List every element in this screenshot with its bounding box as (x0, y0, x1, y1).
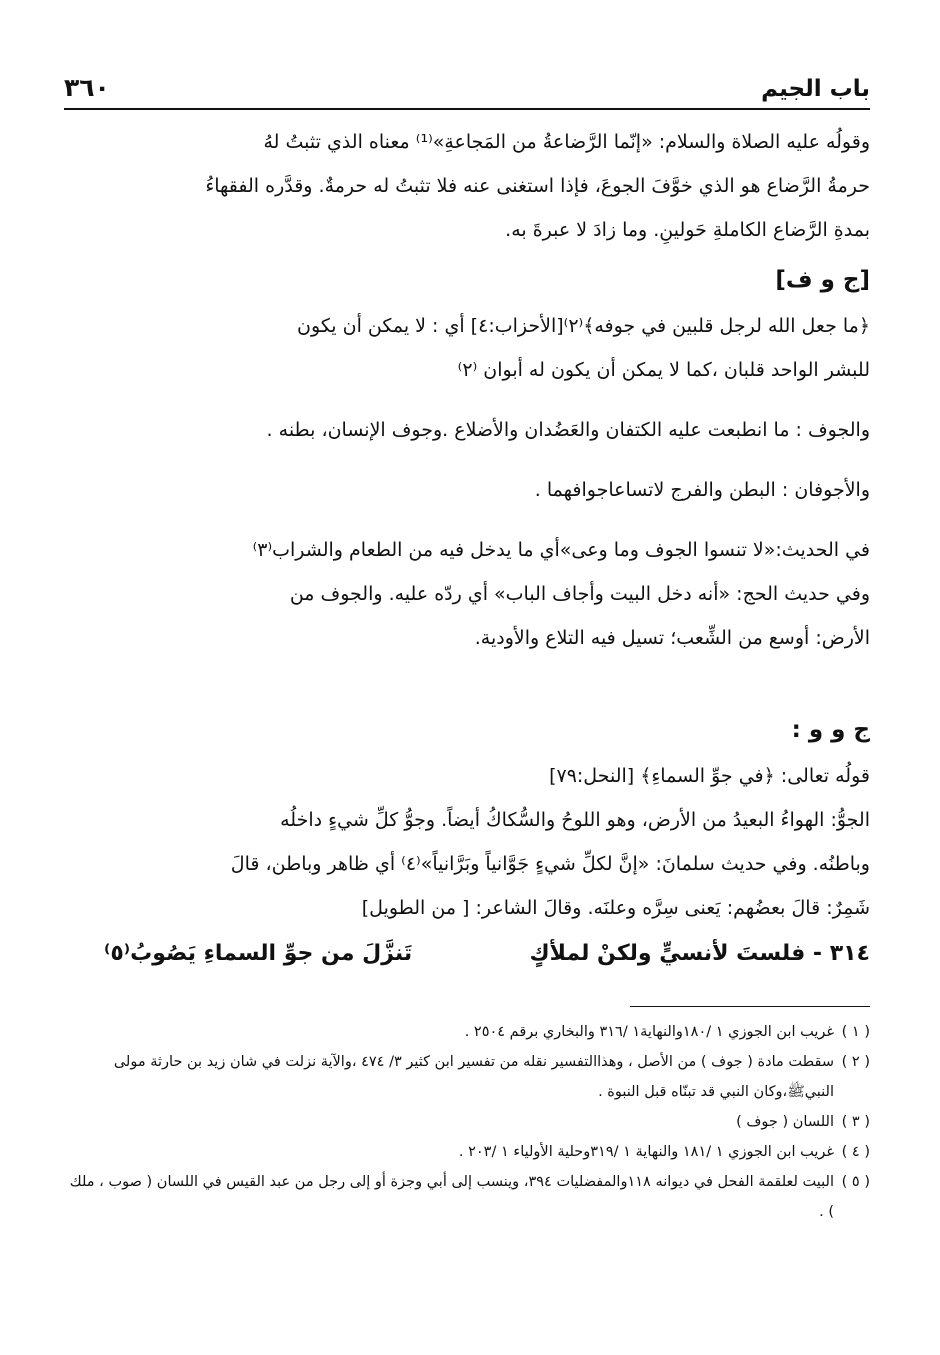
footnotes-list (64, 1017, 870, 1227)
footnote-text: سقطت مادة ( جوف ) من الأصل ، وهذاالتفسير نقله من تفسير ابن كثير ٣/ ٤٧٤ ،والآية نزلت في شان زيد بن حارثة مولى النبيﷺ،وكان النبي قد تبنّاه قبل النبوة . (113, 1054, 834, 1100)
footnote-number: ( ١ ) (841, 1024, 870, 1040)
jww-line-2: الجوُّ: الهواءُ البعيدُ من الأرض، وهو اللوحُ والسُّكاكُ أيضاً. وجوُّ كلِّ شيءٍ داخلُه (280, 809, 870, 831)
footnote-text: اللسان ( جوف ) (736, 1114, 834, 1130)
jww-line-4: شَمِرٌ: قالَ بعضُهم: يَعنى سِرَّه وعلنَه. وقالَ الشاعر: [ من الطويل] (361, 897, 870, 919)
jwf-line-1: ﴿ما جعل الله لرجل قلبين في جوفه﴾⁽٢⁾[الأحزاب:٤] أي : لا يمكن أن يكون (297, 315, 870, 337)
footnote-4 (64, 1137, 870, 1167)
jwf-line-6b: الأرض: أوسع من الشِّعب؛ تسيل فيه التلاع والأودية. (474, 627, 870, 649)
footnote-number: ( ٤ ) (841, 1144, 870, 1160)
header-divider (64, 108, 870, 110)
page-header (64, 52, 870, 102)
footnote-3 (64, 1107, 870, 1137)
jww-line-1: قولُه تعالى: ﴿في جوِّ السماءِ﴾ [النحل:٧٩] (549, 765, 870, 787)
footnote-text: غريب ابن الجوزي ١ /١٨١ والنهاية ١ /٣١٩وحلية الأولياء ١ /٢٠٣ . (458, 1144, 834, 1160)
footnote-divider (630, 1006, 870, 1007)
verse-hemistich-1: ٣١٤ - فلستَ لأنسيٍّ ولكنْ لملأكٍ (529, 941, 870, 966)
footnote-text: البيت لعلقمة الفحل في ديوانه ١١٨والمفضليات ٣٩٤، وينسب إلى أبي وجزة أو إلى رجل من عبد القيس في اللسان ( صوب ، ملك ) . (69, 1174, 834, 1220)
jwf-line-2: للبشر الواحد قلبان ،كما لا يمكن أن يكون له أبوان ⁽٢⁾ (457, 359, 870, 381)
footnote-number: ( ٣ ) (841, 1114, 870, 1130)
entry-heading-jww: ج و و : (791, 717, 870, 743)
footnote-1 (64, 1017, 870, 1047)
jwf-line-5: في الحديث:«لا تنسوا الجوف وما وعى»أي ما يدخل فيه من الطعام والشراب⁽٣⁾ (252, 539, 870, 561)
jwf-line-4: والأجوفان : البطن والفرج لاتساعاجوافهما . (534, 479, 870, 501)
footnote-2 (64, 1047, 870, 1107)
verse-hemistich-2: تَنزَّلَ من جوِّ السماءِ يَصُوبُ⁽٥⁾ (104, 941, 413, 966)
jwf-line-6a: وفي حديث الحج: «أنه دخل البيت وأجاف الباب» أي ردّه عليه. والجوف من (289, 583, 870, 605)
entry-heading-jwf: [ج و ف] (775, 267, 870, 293)
footnote-number: ( ٥ ) (841, 1174, 870, 1190)
intro-line-1: وقولُه عليه الصلاة والسلام: «إنّما الرَّضاعةُ من المَجاعةِ»⁽¹⁾ معناه الذي تثبتُ لهُ (263, 131, 870, 153)
jwf-line-3: والجوف : ما انطبعت عليه الكتفان والعَضُدان والأضلاع .وجوف الإنسان، بطنه . (266, 419, 870, 441)
chapter-title: باب الجيم (761, 76, 870, 102)
intro-line-3: بمدةِ الرَّضاع الكاملةِ حَولينِ. وما زادَ لا عبرةَ به. (505, 219, 870, 241)
main-text (64, 120, 870, 976)
page-number: ٣٦٠ (64, 73, 110, 102)
footnote-number: ( ٢ ) (841, 1054, 870, 1070)
jww-line-3: وباطنُه. وفي حديث سلمانَ: «إنَّ لكلِّ شيءٍ جَوَّانياً وبَرَّانياً»⁽٤⁾ أي ظاهر وباطن، قالَ (230, 853, 870, 875)
poetry-verse (64, 932, 870, 976)
footnote-5 (64, 1167, 870, 1227)
footnote-text: غريب ابن الجوزي ١ /١٨٠والنهاية١ /٣١٦ والبخاري برقم ٢٥٠٤ . (464, 1024, 834, 1040)
intro-line-2: حرمةُ الرَّضاع هو الذي خوَّفَ الجوعَ، فإذا استغنى عنه فلا تثبتُ له حرمةٌ. وقدَّره الفقهاءُ (205, 175, 870, 197)
